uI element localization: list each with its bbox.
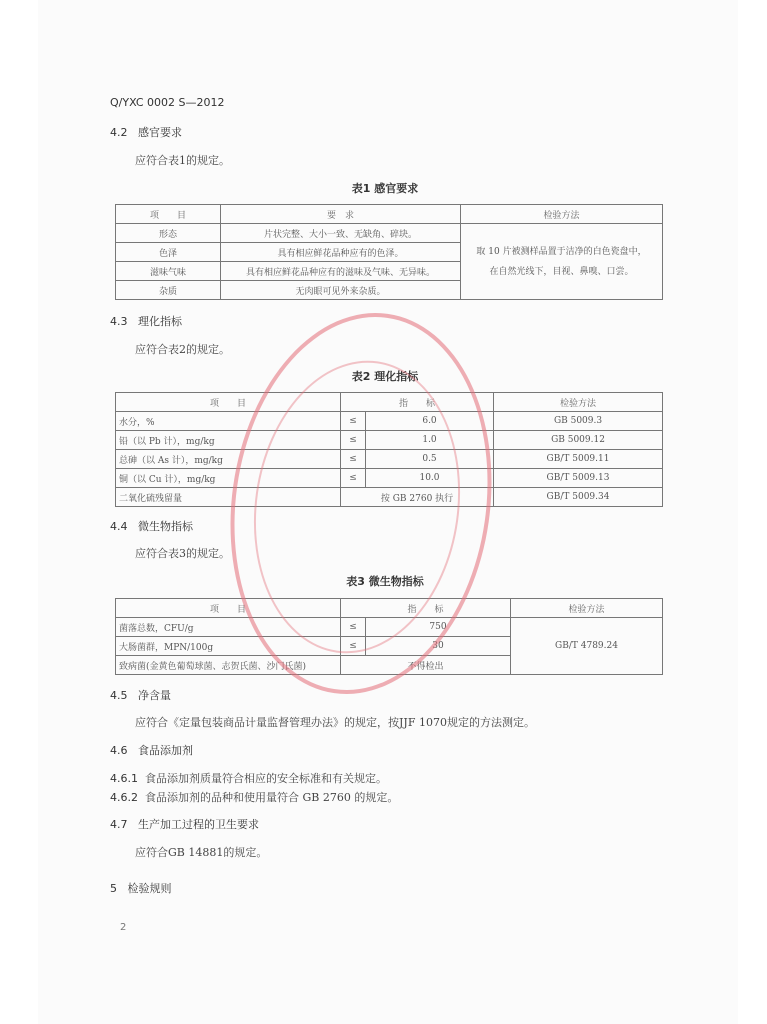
value-cell: 1.0 [366,431,494,450]
item-cell: 致病菌(金黄色葡萄球菌、志贺氏菌、沙门氏菌) [116,656,341,675]
section-4-5-text: 应符合《定量包装商品计量监督管理办法》的规定，按JJF 1070规定的方法测定。 [135,716,535,729]
table-1-caption: 表1 感官要求 [351,182,419,195]
column-header: 项 目 [116,205,221,224]
section-4-4-heading [110,518,193,534]
table-row [116,412,663,431]
value-cell: 10.0 [366,469,494,488]
section-4-7-text: 应符合GB 14881的规定。 [135,846,268,859]
value-cell: 750 [366,618,511,637]
section-number: 5 [110,882,117,895]
table-row [116,224,663,243]
section-4-5-heading [110,687,171,703]
column-header: 指 标 [341,599,511,618]
section-title: 理化指标 [138,315,182,328]
operator-cell: ≤ [341,637,366,656]
item-cell: 二氧化硫残留量 [116,488,341,507]
method-cell: GB 5009.12 [494,431,663,450]
table-3-caption: 表3 微生物指标 [346,575,424,588]
table-header-row [116,599,663,618]
column-header: 要 求 [221,205,461,224]
item-cell: 大肠菌群，MPN/100g [116,637,341,656]
column-header: 检验方法 [494,393,663,412]
section-title: 感官要求 [138,126,182,139]
physicochemical-table [115,392,663,507]
item-cell: 杂质 [116,281,221,300]
clause-number: 4.6.1 [110,772,138,785]
requirement-cell: 片状完整、大小一致、无缺角、碎块。 [221,224,461,243]
item-cell: 色泽 [116,243,221,262]
column-header: 项 目 [116,393,341,412]
table-row [116,431,663,450]
item-cell: 滋味气味 [116,262,221,281]
section-title: 净含量 [138,689,171,702]
value-cell: 0.5 [366,450,494,469]
column-header: 指 标 [341,393,494,412]
sensory-table [115,204,663,300]
item-cell: 铜（以 Cu 计），mg/kg [116,469,341,488]
item-cell: 水分，% [116,412,341,431]
item-cell: 菌落总数，CFU/g [116,618,341,637]
clause-text: 食品添加剂质量符合相应的安全标准和有关规定。 [145,772,387,785]
section-4-3-intro: 应符合表2的规定。 [135,343,230,356]
table-header-row [116,393,663,412]
section-4-3-heading [110,313,182,329]
value-cell: 不得检出 [341,656,511,675]
table-header-row [116,205,663,224]
operator-cell: ≤ [341,469,366,488]
method-cell [461,224,663,300]
table-row [116,469,663,488]
operator-cell: ≤ [341,450,366,469]
table-2-caption: 表2 理化指标 [351,370,419,383]
section-4-4-intro: 应符合表3的规定。 [135,547,230,560]
clause-4-6-1 [110,770,387,786]
section-4-2-intro: 应符合表1的规定。 [135,154,230,167]
requirement-cell: 无肉眼可见外来杂质。 [221,281,461,300]
operator-cell: ≤ [341,412,366,431]
section-number: 4.6 [110,744,128,757]
section-number: 4.3 [110,315,128,328]
document-code: Q/YXC 0002 S—2012 [110,96,225,109]
section-4-7-heading [110,816,259,832]
section-title: 生产加工过程的卫生要求 [138,818,259,831]
clause-text: 食品添加剂的品种和使用量符合 GB 2760 的规定。 [145,791,399,804]
method-cell: GB/T 4789.24 [511,618,663,675]
clause-number: 4.6.2 [110,791,138,804]
section-number: 4.7 [110,818,128,831]
column-header: 检验方法 [511,599,663,618]
method-line: 取 10 片被测样品置于洁净的白色瓷盘中， [476,246,647,257]
section-5-heading [110,880,172,896]
operator-cell: ≤ [341,618,366,637]
section-title: 检验规则 [127,882,172,895]
section-number: 4.5 [110,689,128,702]
section-title: 食品添加剂 [138,744,193,757]
method-cell: GB/T 5009.11 [494,450,663,469]
section-number: 4.4 [110,520,128,533]
clause-4-6-2 [110,789,398,805]
table-row [116,450,663,469]
column-header: 检验方法 [461,205,663,224]
method-line: 在自然光线下，目视、鼻嗅、口尝。 [489,266,634,277]
item-cell: 铅（以 Pb 计），mg/kg [116,431,341,450]
value-cell: 6.0 [366,412,494,431]
value-cell: 按 GB 2760 执行 [341,488,494,507]
method-cell: GB/T 5009.13 [494,469,663,488]
section-4-2-heading [110,124,182,140]
method-cell: GB/T 5009.34 [494,488,663,507]
section-number: 4.2 [110,126,128,139]
table-row [116,618,663,637]
table-row [116,488,663,507]
requirement-cell: 具有相应鲜花品种应有的滋味及气味、无异味。 [221,262,461,281]
value-cell: 30 [366,637,511,656]
item-cell: 总砷（以 As 计），mg/kg [116,450,341,469]
page-number: 2 [120,922,127,933]
item-cell: 形态 [116,224,221,243]
column-header: 项 目 [116,599,341,618]
section-4-6-heading [110,742,193,758]
operator-cell: ≤ [341,431,366,450]
requirement-cell: 具有相应鲜花品种应有的色泽。 [221,243,461,262]
section-title: 微生物指标 [138,520,193,533]
microbial-table [115,598,663,675]
method-cell: GB 5009.3 [494,412,663,431]
